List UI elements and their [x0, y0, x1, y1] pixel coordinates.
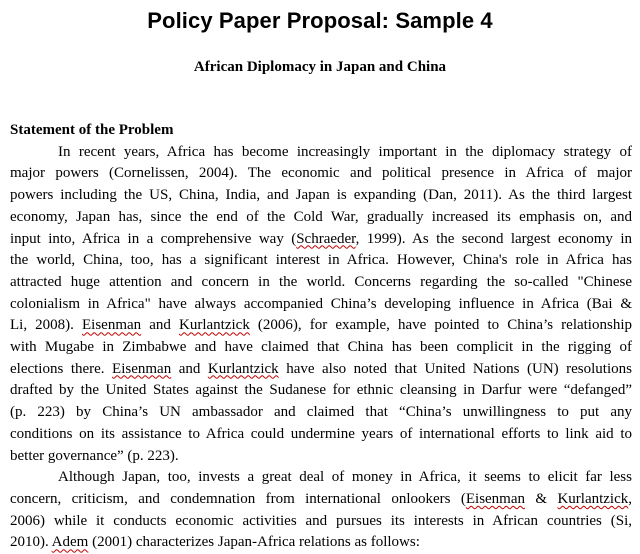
text-segment: and [171, 360, 208, 377]
text-segment: with Mugabe in Zimbabwe and have claimed that China has been complicit in the rigging of [10, 339, 632, 356]
text-line [10, 489, 632, 511]
text-segment: elections there. [10, 360, 113, 377]
document-body [10, 120, 632, 554]
text-line [10, 467, 632, 489]
text-line [10, 511, 632, 533]
flagged-word: Kurlantzick [557, 490, 629, 507]
text-segment: have also noted that United Nations (UN) resolutions [278, 360, 632, 377]
paragraph-2 [10, 467, 632, 554]
flagged-word: Eisenman [465, 490, 526, 507]
document-title: African Diplomacy in Japan and China [193, 59, 447, 75]
text-line [10, 359, 632, 381]
text-line [10, 207, 632, 229]
text-line [10, 315, 632, 337]
text-line [10, 272, 632, 294]
text-segment: (2006), for example, have pointed to China’s relationship [249, 317, 632, 334]
text-line [10, 337, 632, 359]
text-line [10, 424, 632, 446]
text-segment: input into, Africa in a comprehensive way ( [10, 230, 297, 247]
text-segment: , 1999). As the second largest economy in [355, 230, 632, 247]
flagged-word: Schraeder [296, 230, 356, 247]
text-line [10, 163, 632, 185]
text-segment: the world, China, too, has a significant interest in Africa. However, China's role in Africa has [10, 252, 632, 269]
text-segment: , [628, 490, 633, 507]
text-segment: (p. 223) by China’s UN ambassador and claimed that “China’s unwillingness to put any [10, 404, 632, 421]
flagged-word: Eisenman [82, 317, 142, 334]
text-line [10, 380, 632, 402]
text-segment: 2006) while it conducts economic activities and pursues its interests in African countries (Si, [10, 512, 632, 529]
text-line [10, 532, 632, 554]
text-segment: powers including the US, China, India, and Japan is expanding (Dan, 2011). As the third largest [10, 187, 632, 204]
text-segment: and [141, 317, 180, 334]
flagged-word: Adem [51, 534, 89, 551]
text-line [10, 402, 632, 424]
text-segment: better governance” (p. 223). [10, 447, 179, 464]
flagged-word: Eisenman [112, 360, 172, 377]
text-segment: drafted by the United States against the Sudanese for ethnic cleansing in Darfur were “defanged” [10, 382, 632, 399]
text-line [10, 185, 632, 207]
text-segment: colonialism in Africa" have always accompanied China’s developing influence in Africa (Bai & [10, 295, 632, 312]
text-line [10, 250, 632, 272]
flagged-word: Kurlantzick [179, 317, 250, 334]
text-segment: major powers (Cornelissen, 2004). The economic and political presence in Africa of major [10, 165, 632, 182]
text-segment: In recent years, Africa has become increasingly important in the diplomacy strategy of [58, 143, 632, 160]
text-segment: conditions on its assistance to Africa could undermine years of international efforts to link aid to [10, 425, 632, 442]
section-heading: Statement of the Problem [10, 122, 174, 138]
text-line [10, 446, 632, 468]
text-segment: economy, Japan has, since the end of the Cold War, gradually increased its emphasis on, and [10, 208, 632, 225]
text-segment: Li, 2008). [10, 317, 83, 334]
text-line [10, 142, 632, 164]
text-segment: (2001) characterizes Japan-Africa relations as follows: [88, 534, 420, 551]
flagged-word: Kurlantzick [207, 360, 279, 377]
text-segment: concern, criticism, and condemnation from international onlookers ( [10, 490, 466, 507]
page-heading: Policy Paper Proposal: Sample 4 [147, 8, 493, 33]
text-segment: & [525, 490, 558, 507]
paragraph-1 [10, 142, 632, 468]
text-line [10, 229, 632, 251]
text-segment: attracted huge attention and concern in the world. Concerns regarding the so-called "Chinese [10, 273, 632, 290]
text-segment: Although Japan, too, invests a great deal of money in Africa, it seems to elicit far less [58, 469, 632, 486]
text-line [10, 294, 632, 316]
text-segment: 2010). [10, 534, 52, 551]
